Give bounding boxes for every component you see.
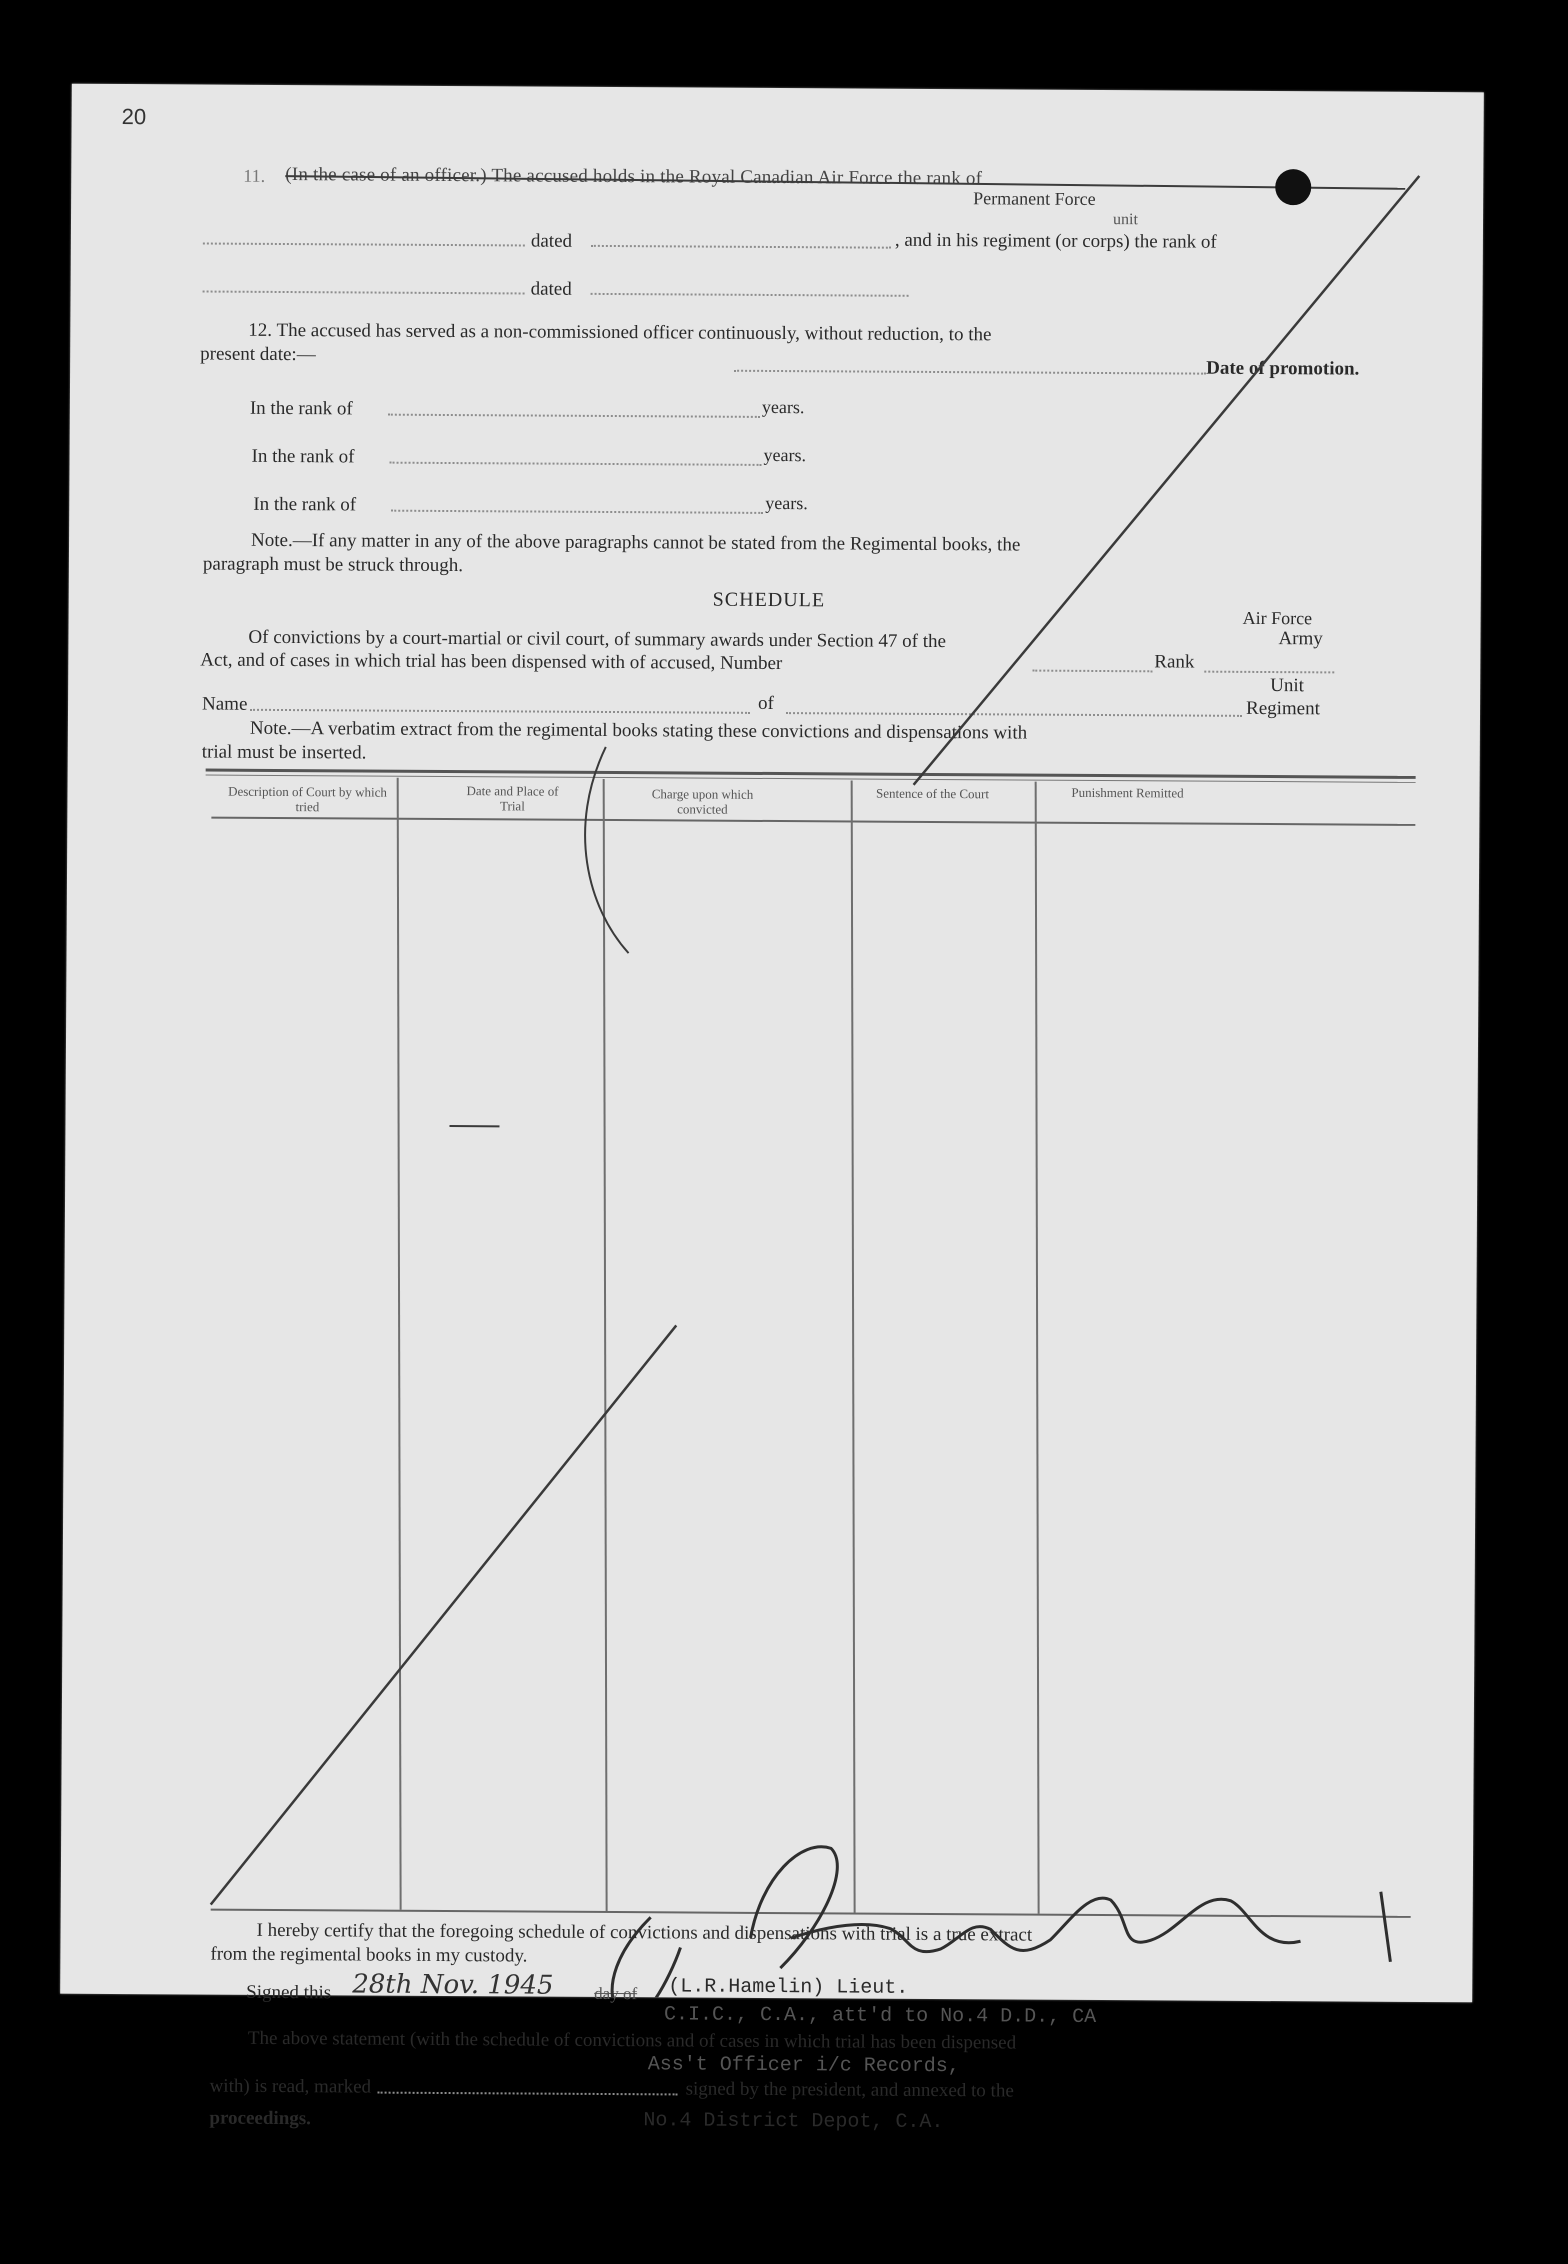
rank-row-2-suffix: years. bbox=[763, 444, 807, 466]
signature-mark bbox=[612, 1846, 1301, 2003]
section-11-number: 11. bbox=[243, 165, 266, 186]
certification-line-1: I hereby certify that the foregoing schedule of convictions and dispensations with trial is a true extract bbox=[256, 1919, 1033, 1946]
permanent-force-label: Permanent Force bbox=[973, 188, 1096, 209]
signature-stroke bbox=[1380, 1892, 1390, 1962]
section-12-line-1: 12. The accused has served as a non-commissioned officer continuously, without reduction, to the bbox=[248, 319, 992, 346]
diagonal-strike-upper bbox=[914, 173, 1420, 788]
unit-label: unit bbox=[1112, 211, 1138, 229]
note-1-line-1: Note.—If any matter in any of the above paragraphs cannot be stated from the Regimental books, the bbox=[250, 529, 1021, 556]
table-header-court: Description of Court by which tried bbox=[228, 783, 388, 815]
schedule-note-line-2: trial must be inserted. bbox=[201, 741, 367, 764]
typed-officer-depot: No.4 District Depot, C.A. bbox=[643, 2109, 944, 2135]
section-12-line-2: present date:— bbox=[200, 343, 316, 366]
schedule-rank-label: Rank bbox=[1154, 651, 1195, 673]
statement-line-3: proceedings. bbox=[209, 2107, 312, 2130]
statement-line-1: The above statement (with the schedule of convictions and of cases in which trial has been dispensed bbox=[247, 2027, 1017, 2054]
statement-line-2-b: signed by the president, and annexed to the bbox=[685, 2078, 1014, 2102]
date-of-promotion-label: Date of promotion. bbox=[1206, 357, 1360, 380]
schedule-line-2: Act, and of cases in which trial has been dispensed with of accused, Number bbox=[200, 649, 783, 675]
statement-line-2-a: with) is read, marked bbox=[209, 2075, 372, 2098]
rank-row-1-suffix: years. bbox=[761, 396, 805, 418]
typed-officer-unit: C.I.C., C.A., att'd to No.4 D.D., CA bbox=[663, 2003, 1097, 2029]
schedule-line-1: Of convictions by a court-martial or civil court, of summary awards under Section 47 of the bbox=[248, 626, 947, 653]
dated-label-2: dated bbox=[530, 278, 572, 300]
schedule-note-line-1: Note.—A verbatim extract from the regimental books stating these convictions and dispensations with bbox=[249, 717, 1028, 744]
schedule-title: SCHEDULE bbox=[712, 588, 826, 612]
schedule-of-label: of bbox=[758, 692, 774, 715]
ink-blot bbox=[1275, 169, 1311, 205]
note-1-line-2: paragraph must be struck through. bbox=[202, 553, 464, 577]
schedule-air-force-label: Air Force bbox=[1242, 607, 1313, 629]
table-header-date-place: Date and Place of Trial bbox=[466, 783, 559, 814]
table-header-charge: Charge upon which convicted bbox=[651, 786, 754, 817]
regiment-rank-text: , and in his regiment (or corps) the rank of bbox=[894, 229, 1217, 253]
typed-officer-role: Ass't Officer i/c Records, bbox=[647, 2053, 960, 2079]
section-11-struck-text: (In the case of an officer.) The accused holds in the Royal Canadian Air Force the rank of bbox=[285, 164, 983, 190]
page-number: 20 bbox=[121, 104, 147, 130]
dated-label-1: dated bbox=[530, 230, 573, 252]
document-page bbox=[60, 84, 1484, 2135]
schedule-army-label: Army bbox=[1278, 628, 1323, 650]
schedule-unit-label: Unit bbox=[1270, 675, 1305, 697]
handwritten-marks bbox=[60, 84, 1484, 2003]
day-of-label: day of bbox=[594, 1983, 638, 2004]
signed-this-label: Signed this bbox=[246, 1981, 332, 2004]
typed-officer-name: (L.R.Hamelin) Lieut. bbox=[668, 1975, 909, 2000]
diagonal-strike-lower bbox=[211, 1323, 677, 1908]
rank-row-2-label: In the rank of bbox=[251, 445, 355, 468]
certification-line-2: from the regimental books in my custody. bbox=[210, 1943, 528, 1967]
signed-date-handwritten: 28th Nov. 1945 bbox=[352, 1969, 554, 2001]
bracket-mark bbox=[584, 747, 629, 953]
schedule-regiment-label: Regiment bbox=[1245, 697, 1321, 720]
rank-row-3-suffix: years. bbox=[765, 492, 808, 514]
table-header-punishment: Punishment Remitted bbox=[1071, 784, 1184, 801]
marked-dotted-line bbox=[378, 2092, 678, 2096]
table-header-sentence: Sentence of the Court bbox=[875, 785, 990, 802]
rank-row-1-label: In the rank of bbox=[249, 397, 353, 420]
schedule-name-label: Name bbox=[201, 693, 248, 715]
rank-row-3-label: In the rank of bbox=[253, 493, 357, 516]
